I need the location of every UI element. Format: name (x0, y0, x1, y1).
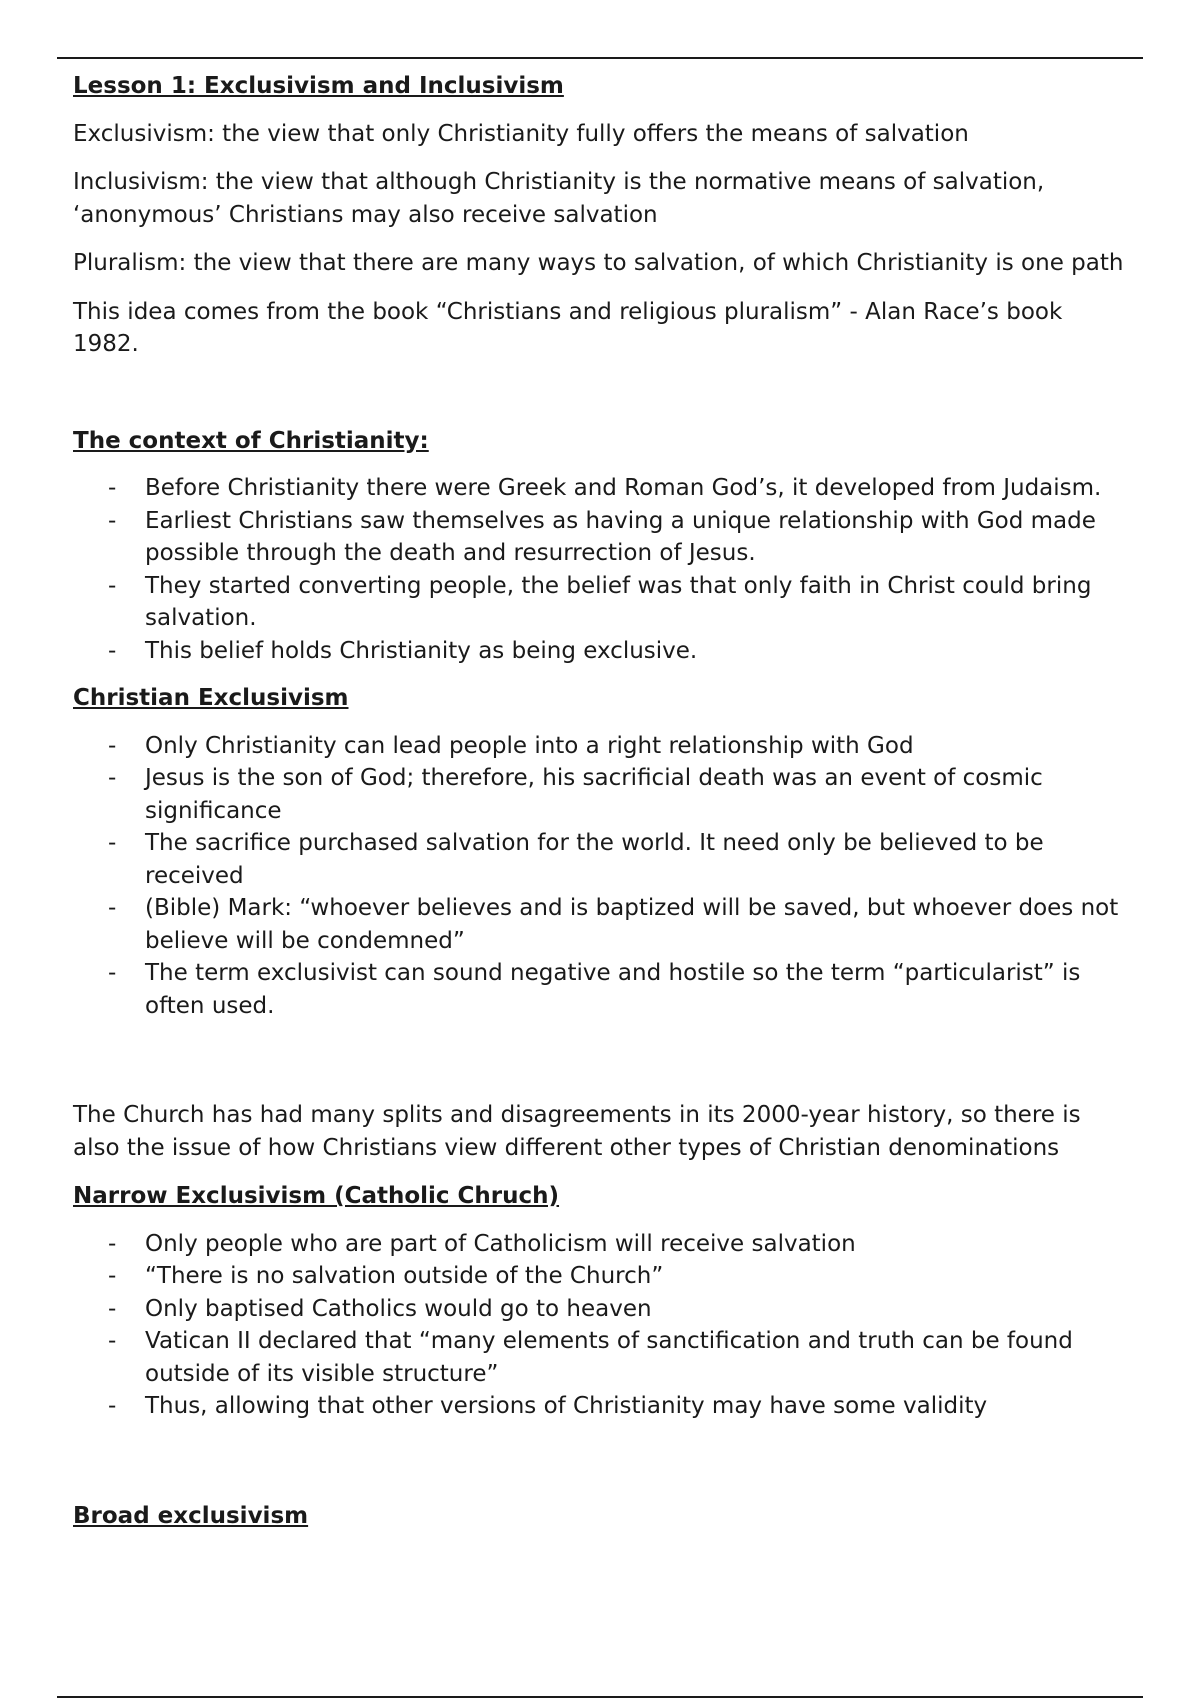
list-item-text: Vatican II declared that “many elements of sanctification and truth can be found outside of its visible structure” (145, 1328, 1073, 1387)
dash-bullet: - (108, 475, 117, 501)
list-item-text: Only people who are part of Catholicism will receive salvation (145, 1230, 856, 1257)
definition-pluralism: Pluralism: the view that there are many ways to salvation, of which Christianity is one path (73, 250, 1124, 276)
broad-exclusivism-heading: Broad exclusivism (73, 1502, 309, 1529)
page-top-rule (57, 57, 1143, 59)
dash-bullet: - (108, 960, 117, 986)
list-item-text: Before Christianity there were Greek and Roman God’s, it developed from Judaism. (145, 475, 1102, 501)
context-list (73, 472, 1133, 667)
list-item-text: “There is no salvation outside of the Church” (145, 1263, 664, 1289)
dash-bullet: - (108, 732, 117, 759)
dash-bullet: - (108, 507, 117, 534)
list-item-text: (Bible) Mark: “whoever believes and is baptized will be saved, but whoever does not believe will be condemned” (145, 895, 1119, 954)
source-note: This idea comes from the book “Christians and religious pluralism” - Alan Race’s book 1982. (73, 298, 1063, 357)
list-item-text: The term exclusivist can sound negative and hostile so the term “particularist” is often used. (145, 960, 1081, 1019)
list-item-text: The sacrifice purchased salvation for the world. It need only be believed to be received (145, 830, 1044, 889)
list-item (73, 957, 1133, 1022)
spacer (73, 377, 1133, 425)
list-item (73, 472, 1133, 505)
dash-bullet: - (108, 765, 117, 791)
context-heading: The context of Christianity: (73, 427, 429, 454)
dash-bullet: - (108, 1263, 117, 1289)
church-splits-paragraph: The Church has had many splits and disagreements in its 2000-year history, so there is also the issue of how Christians view different other types of Christian denominations (73, 1102, 1081, 1161)
list-item (73, 1325, 1133, 1390)
list-item (73, 505, 1133, 570)
dash-bullet: - (108, 1295, 117, 1322)
list-item (73, 1228, 1133, 1261)
list-item (73, 1260, 1133, 1293)
dash-bullet: - (108, 637, 117, 664)
list-item (73, 762, 1133, 827)
list-item (73, 892, 1133, 957)
dash-bullet: - (108, 830, 117, 856)
narrow-exclusivism-heading: Narrow Exclusivism (Catholic Chruch) (73, 1183, 560, 1209)
list-item-text: Only baptised Catholics would go to heaven (145, 1295, 652, 1322)
dash-bullet: - (108, 1393, 117, 1419)
spacer (73, 1037, 1133, 1099)
dash-bullet: - (108, 1230, 117, 1257)
list-item-text: Jesus is the son of God; therefore, his sacrificial death was an event of cosmic significance (145, 765, 1043, 824)
list-item (73, 1390, 1133, 1423)
dash-bullet: - (108, 895, 117, 921)
list-item (73, 730, 1133, 763)
definition-exclusivism: Exclusivism: the view that only Christianity fully offers the means of salvation (73, 120, 969, 147)
list-item-text: Only Christianity can lead people into a right relationship with God (145, 732, 914, 759)
list-item (73, 827, 1133, 892)
list-item-text: This belief holds Christianity as being exclusive. (145, 637, 698, 664)
list-item-text: Thus, allowing that other versions of Christianity may have some validity (145, 1393, 988, 1419)
document-body (73, 70, 1133, 1547)
spacer (73, 1438, 1133, 1500)
christian-exclusivism-list (73, 730, 1133, 1023)
list-item-text: Earliest Christians saw themselves as having a unique relationship with God made possible through the death and resurrection of Jesus. (145, 507, 1096, 566)
list-item (73, 570, 1133, 635)
list-item (73, 1293, 1133, 1326)
dash-bullet: - (108, 1328, 117, 1354)
narrow-exclusivism-list (73, 1228, 1133, 1423)
dash-bullet: - (108, 572, 117, 599)
list-item-text: They started converting people, the belief was that only faith in Christ could bring salvation. (145, 572, 1092, 631)
lesson-heading: Lesson 1: Exclusivism and Inclusivism (73, 73, 564, 99)
definition-inclusivism: Inclusivism: the view that although Christianity is the normative means of salvation, ‘anonymous’ Christians may also receive salvation (73, 169, 1045, 228)
page-bottom-rule (57, 1696, 1143, 1698)
christian-exclusivism-heading: Christian Exclusivism (73, 685, 349, 711)
list-item (73, 635, 1133, 668)
